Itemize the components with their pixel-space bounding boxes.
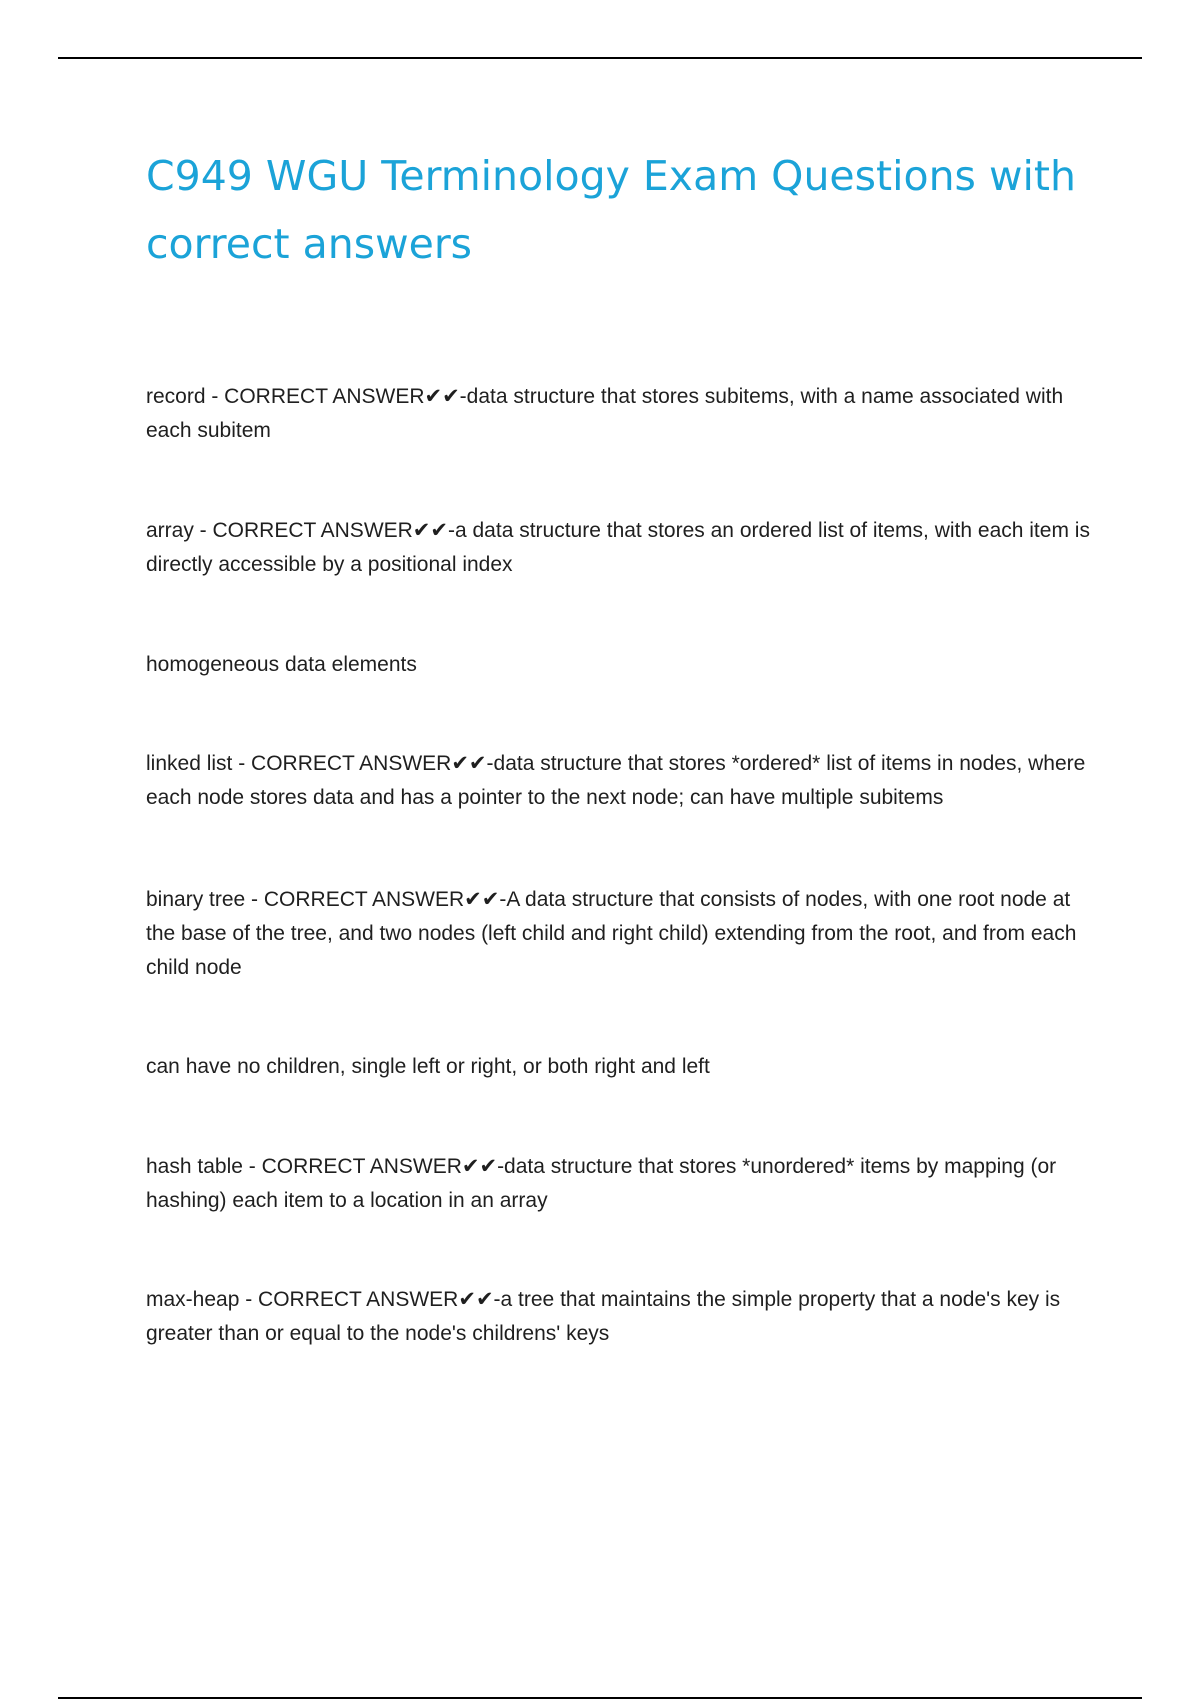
bottom-rule [58, 1697, 1142, 1699]
document-title: C949 WGU Terminology Exam Questions with correct answers [146, 152, 1076, 268]
entry-array-note: homogeneous data elements [146, 653, 417, 676]
entry-record: record - CORRECT ANSWER✔✔-data structure that stores subitems, with a name associated with each subitem [146, 385, 1064, 442]
entry-linked-list: linked list - CORRECT ANSWER✔✔-data structure that stores *ordered* list of items in nodes, where each node stores data and has a pointer to the next node; can have multiple subitems [146, 752, 1086, 809]
entry-binary-tree: binary tree - CORRECT ANSWER✔✔-A data structure that consists of nodes, with one root node at the base of the tree, and two nodes (left child and right child) extending from the root, and from each child node [146, 888, 1077, 979]
entry-binary-tree-note: can have no children, single left or right, or both right and left [146, 1055, 710, 1078]
top-rule [58, 57, 1142, 59]
entry-max-heap: max-heap - CORRECT ANSWER✔✔-a tree that maintains the simple property that a node's key is greater than or equal to the node's childrens' keys [146, 1288, 1061, 1345]
entry-array: array - CORRECT ANSWER✔✔-a data structure that stores an ordered list of items, with each item is directly accessible by a positional index [146, 519, 1090, 576]
entry-hash-table: hash table - CORRECT ANSWER✔✔-data structure that stores *unordered* items by mapping (or hashing) each item to a location in an array [146, 1155, 1057, 1212]
